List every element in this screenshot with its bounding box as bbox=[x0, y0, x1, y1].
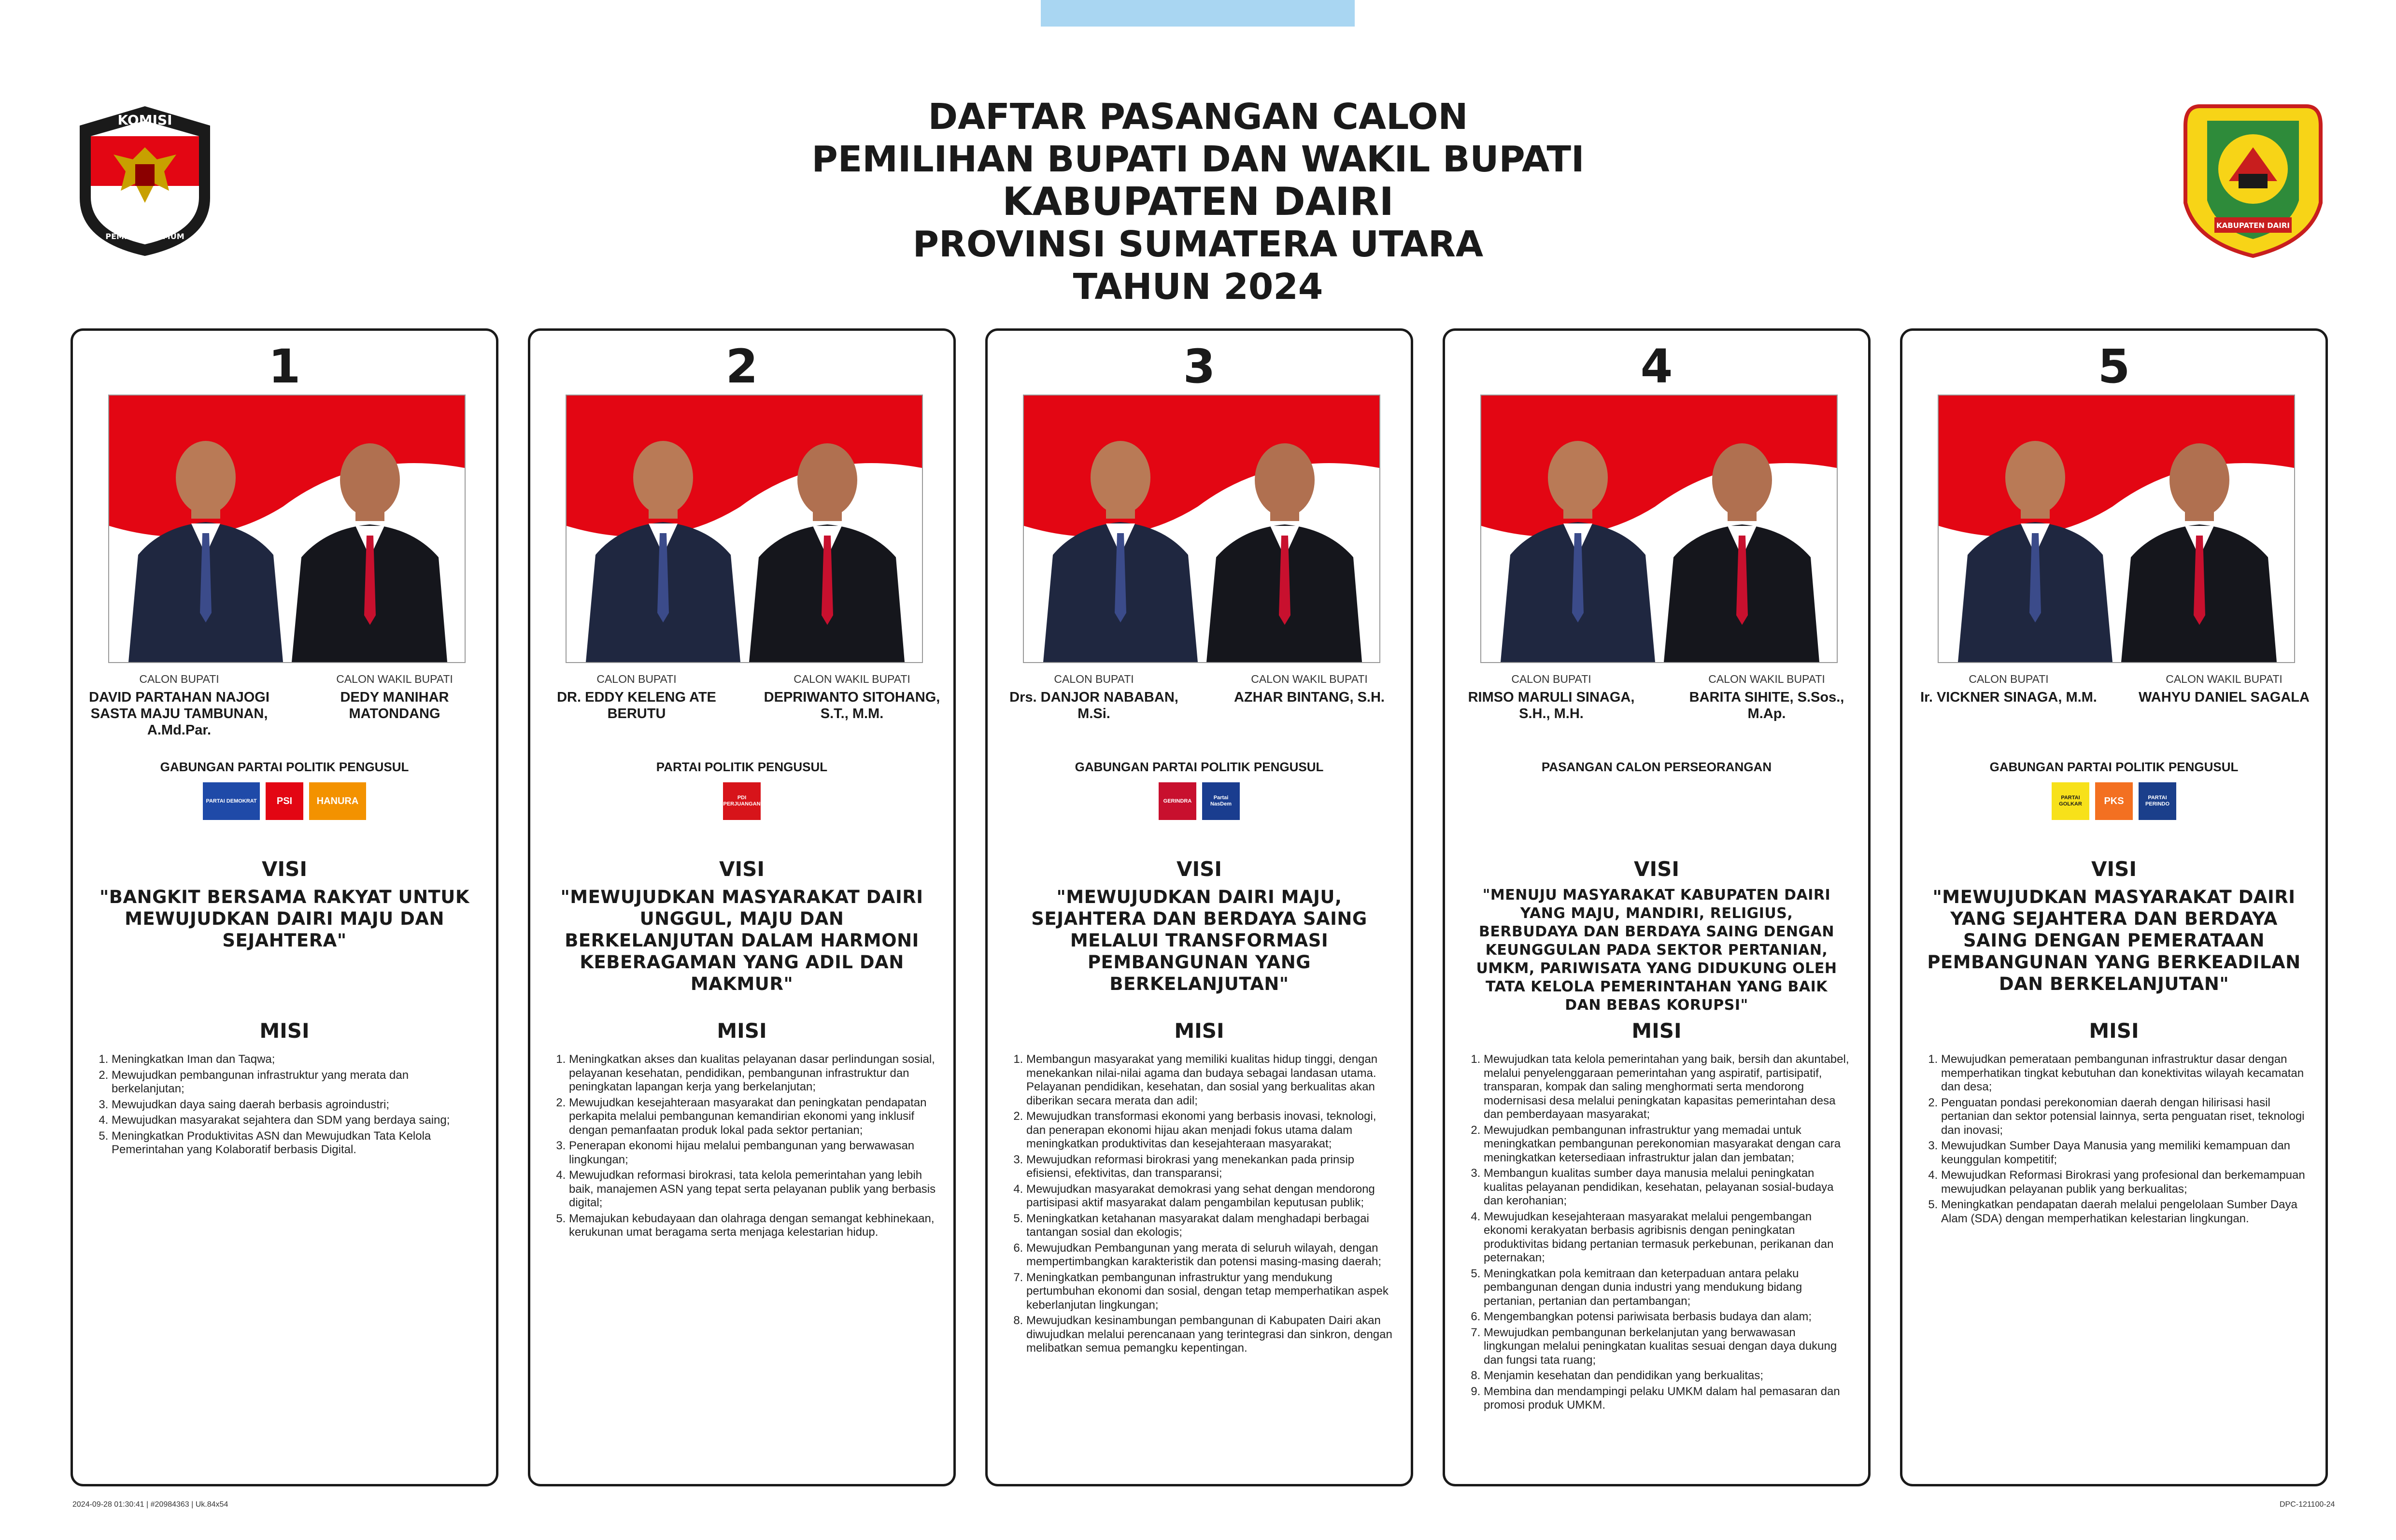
candidate-names bbox=[1912, 689, 2316, 747]
misi-item: 5. Memajukan kebudayaan dan olahraga dengan semangat kebhinekaan, kerukunan umat beragama serta menjaga kelestarian hidup. bbox=[569, 1212, 939, 1240]
candidate-photo bbox=[1938, 395, 2295, 663]
hanura-logo-icon bbox=[309, 782, 366, 820]
misi-item: 6. Mewujudkan Pembangunan yang merata di seluruh wilayah, dengan mempertimbangkan karakteristik dan potensi masing-masing daerah; bbox=[1026, 1242, 1396, 1269]
title-line-2: PEMILIHAN BUPATI DAN WAKIL BUPATI bbox=[811, 139, 1585, 180]
party-logos bbox=[530, 782, 953, 826]
candidate-photo-icon bbox=[109, 396, 465, 662]
candidate-card-1 bbox=[71, 328, 498, 1486]
candidate-photo-icon bbox=[1939, 396, 2294, 662]
dairi-ribbon-text: KABUPATEN DAIRI bbox=[2216, 221, 2290, 230]
misi-heading: MISI bbox=[2089, 1019, 2139, 1043]
misi-item: 1. Mewujudkan pemerataan pembangunan infrastruktur dasar dengan memperhatikan tingkat kebutuhan dan konektivitas wilayah kecamatan dan desa; bbox=[1941, 1053, 2311, 1094]
misi-item: 5. Meningkatkan ketahanan masyarakat dalam menghadapi berbagai tantangan sosial dan ekologis; bbox=[1026, 1212, 1396, 1240]
visi-heading: VISI bbox=[719, 857, 765, 881]
misi-item: 1. Mewujudkan tata kelola pemerintahan yang baik, bersih dan akuntabel, melalui penyelenggaraan pemerintahan yang aspiratif, partisipatif, transparan, kompak dan saling menghormati serta mendorong modernisasi desa melalui peningkatan kapasitas pemerintahan desa dan pemberdayaan masyarakat; bbox=[1484, 1053, 1854, 1122]
party-logos bbox=[73, 782, 496, 826]
misi-item: 3. Mewujudkan reformasi birokrasi yang menekankan pada prinsip efisiensi, efektivitas, dan transparansi; bbox=[1026, 1153, 1396, 1181]
document-code: DPC-121100-24 bbox=[2280, 1500, 2335, 1509]
party-label: PARTAI DEMOKRAT bbox=[206, 798, 257, 804]
perindo-logo-icon bbox=[2139, 782, 2176, 820]
misi-item: 4. Mewujudkan reformasi birokrasi, tata kelola pemerintahan yang lebih baik, manajemen ASN yang tepat serta pelayanan publik yang berbasis digital; bbox=[569, 1169, 939, 1210]
party-label: PARTAI GOLKAR bbox=[2059, 795, 2082, 807]
candidate-photo bbox=[1480, 395, 1838, 663]
misi-list bbox=[1463, 1053, 1854, 1414]
kpu-logo bbox=[72, 101, 217, 261]
misi-item: 1. Meningkatkan Iman dan Taqwa; bbox=[112, 1053, 482, 1067]
misi-item: 2. Mewujudkan kesejahteraan masyarakat dan peningkatan pendapatan perkapita melalui pembangunan kemandirian ekonomi yang inklusif dengan pemanfaatan produk lokal pada sektor pertanian; bbox=[569, 1096, 939, 1138]
candidate-number: 4 bbox=[1640, 339, 1673, 394]
candidate-roles bbox=[1455, 673, 1858, 686]
candidate-card-2 bbox=[528, 328, 956, 1486]
nasdem-logo-icon bbox=[1202, 782, 1240, 820]
visi-heading: VISI bbox=[1176, 857, 1222, 881]
misi-heading: MISI bbox=[717, 1019, 767, 1043]
candidate-roles bbox=[1912, 673, 2316, 686]
golkar-logo-icon bbox=[2052, 782, 2089, 820]
misi-list bbox=[1006, 1053, 1396, 1357]
misi-item: 4. Mewujudkan masyarakat demokrasi yang sehat dengan mendorong partisipasi aktif masyarakat dalam pengambilan keputusan publik; bbox=[1026, 1183, 1396, 1210]
visi-heading: VISI bbox=[261, 857, 307, 881]
wakil-name: BARITA SIHITE, S.Sos., M.Ap. bbox=[1689, 690, 1844, 721]
print-info: 2024-09-28 01:30:41 | #20984363 | Uk.84x54 bbox=[72, 1500, 228, 1509]
calon-bupati-label: CALON BUPATI bbox=[139, 673, 219, 685]
kabupaten-dairi-emblem-icon bbox=[2181, 97, 2325, 261]
candidate-roles bbox=[540, 673, 944, 686]
wakil-name: WAHYU DANIEL SAGALA bbox=[2139, 690, 2310, 705]
misi-item: 7. Mewujudkan pembangunan berkelanjutan yang berwawasan lingkungan melalui peningkatan kualitas sesuai dengan daya dukung dan fungsi tata ruang; bbox=[1484, 1326, 1854, 1368]
misi-item: 4. Mewujudkan kesejahteraan masyarakat melalui pengembangan ekonomi kerakyatan berbasis agribisnis dengan peningkatan produktivitas bidang pertanian termasuk perkebunan, perikanan dan peternakan; bbox=[1484, 1210, 1854, 1265]
misi-item: 7. Meningkatkan pembangunan infrastruktur yang mendukung pertumbuhan ekonomi dan sosial, dengan tetap memperhatikan aspek keberlanjutan lingkungan; bbox=[1026, 1271, 1396, 1313]
misi-item: 8. Mewujudkan kesinambungan pembangunan di Kabupaten Dairi akan diwujudkan melalui perencanaan yang terintegrasi dan sinkron, dengan melibatkan semua pemangku kepentingan. bbox=[1026, 1314, 1396, 1356]
misi-item: 2. Penguatan pondasi perekonomian daerah dengan hilirisasi hasil pertanian dan sektor potensial lainnya, serta penguatan riset, teknologi dan inovasi; bbox=[1941, 1096, 2311, 1138]
title-line-1: DAFTAR PASANGAN CALON bbox=[928, 96, 1468, 138]
party-label: PARTAI PERINDO bbox=[2145, 795, 2170, 807]
misi-item: 4. Mewujudkan masyarakat sejahtera dan SDM yang berdaya saing; bbox=[112, 1114, 482, 1128]
candidate-photo bbox=[1023, 395, 1380, 663]
candidate-card-3 bbox=[985, 328, 1413, 1486]
title-line-5: TAHUN 2024 bbox=[1073, 266, 1323, 308]
kpu-top-text: KOMISI bbox=[117, 112, 172, 128]
bupati-name: DAVID PARTAHAN NAJOGI SASTA MAJU TAMBUNAN, A.Md.Par. bbox=[89, 690, 269, 738]
visi-text: "BANGKIT BERSAMA RAKYAT UNTUK MEWUJUDKAN DAIRI MAJU DAN SEJAHTERA" bbox=[99, 887, 469, 951]
coalition-label: PASANGAN CALON PERSEORANGAN bbox=[1541, 760, 1772, 774]
candidate-names bbox=[540, 689, 944, 747]
calon-bupati-label: CALON BUPATI bbox=[1969, 673, 2049, 685]
title-line-3: KABUPATEN DAIRI bbox=[1002, 179, 1394, 224]
candidate-roles bbox=[83, 673, 486, 686]
misi-item: 5. Meningkatkan pendapatan daerah melalui pengelolaan Sumber Daya Alam (SDA) dengan memperhatikan kelestarian lingkungan. bbox=[1941, 1198, 2311, 1226]
candidate-photo bbox=[108, 395, 466, 663]
misi-item: 8. Menjamin kesehatan dan pendidikan yang berkualitas; bbox=[1484, 1369, 1854, 1383]
title-line-4: PROVINSI SUMATERA UTARA bbox=[912, 224, 1484, 265]
bupati-name: Ir. VICKNER SINAGA, M.M. bbox=[1920, 690, 2097, 705]
bupati-name: DR. EDDY KELENG ATE BERUTU bbox=[557, 690, 716, 721]
party-label: PSI bbox=[276, 795, 293, 806]
misi-item: 3. Mewujudkan Sumber Daya Manusia yang memiliki kemampuan dan keunggulan kompetitif; bbox=[1941, 1139, 2311, 1167]
misi-item: 3. Membangun kualitas sumber daya manusia melalui peningkatan kualitas pelayanan pendidikan, kesehatan, pelayanan sosial-budaya dan kerohanian; bbox=[1484, 1167, 1854, 1208]
candidate-photo bbox=[566, 395, 923, 663]
party-logos bbox=[1445, 782, 1868, 826]
party-logos bbox=[1902, 782, 2325, 826]
kpu-bottom-text: PEMILIHAN UMUM bbox=[105, 232, 184, 241]
misi-heading: MISI bbox=[1174, 1019, 1224, 1043]
visi-text: "MENUJU MASYARAKAT KABUPATEN DAIRI YANG MAJU, MANDIRI, RELIGIUS, BERBUDAYA DAN BERDAYA SAING DENGAN KEUNGGULAN PADA SEKTOR PERTANIAN, UMKM, PARIWISATA YANG DIDUKUNG OLEH TATA KELOLA PEMERINTAHAN YANG BAIK DAN BEBAS KORUPSI" bbox=[1476, 887, 1837, 1014]
misi-item: 1. Membangun masyarakat yang memiliki kualitas hidup tinggi, dengan menekankan nilai-nilai agama dan budaya sebagai landasan utama. Pelayanan pendidikan, kesehatan, dan sosial yang berkualitas akan diberikan secara merata dan adil; bbox=[1026, 1053, 1396, 1108]
visi-text: "MEWUJUDKAN MASYARAKAT DAIRI YANG SEJAHTERA DAN BERDAYA SAING DENGAN PEMERATAAN PEMBANGUNAN YANG BERKEADILAN DAN BERKELANJUTAN" bbox=[1927, 887, 2301, 994]
candidate-roles bbox=[997, 673, 1401, 686]
party-label: Partai NasDem bbox=[1210, 795, 1232, 807]
party-logos bbox=[988, 782, 1411, 826]
wakil-name: AZHAR BINTANG, S.H. bbox=[1233, 690, 1385, 705]
misi-list bbox=[549, 1053, 939, 1242]
misi-item: 5. Meningkatkan Produktivitas ASN dan Mewujudkan Tata Kelola Pemerintahan yang Kolaboratif berbasis Digital. bbox=[112, 1130, 482, 1157]
bupati-name: Drs. DANJOR NABABAN, M.Si. bbox=[1009, 690, 1178, 721]
party-label: HANURA bbox=[316, 795, 359, 806]
party-label: PKS bbox=[2104, 795, 2124, 806]
dairi-logo bbox=[2181, 97, 2325, 261]
candidate-names bbox=[997, 689, 1401, 747]
candidate-number: 5 bbox=[2098, 339, 2130, 394]
coalition-label: GABUNGAN PARTAI POLITIK PENGUSUL bbox=[1989, 760, 2239, 774]
misi-item: 2. Mewujudkan transformasi ekonomi yang berbasis inovasi, teknologi, dan penerapan ekonomi hijau akan menjadi fokus utama dalam meningkatkan produktivitas dan kesejahteraan masyarakat; bbox=[1026, 1110, 1396, 1151]
pks-logo-icon bbox=[2095, 782, 2133, 820]
pdi-perjuangan-logo-icon bbox=[723, 782, 761, 820]
calon-bupati-label: CALON BUPATI bbox=[1054, 673, 1134, 685]
visi-heading: VISI bbox=[1633, 857, 1679, 881]
candidate-names bbox=[1455, 689, 1858, 747]
page-title bbox=[531, 96, 1865, 308]
candidate-card-5 bbox=[1900, 328, 2328, 1486]
misi-item: 5. Meningkatkan pola kemitraan dan keterpaduan antara pelaku pembangunan dengan dunia industri yang mendukung bidang pertanian, pertanian dan pertambangan; bbox=[1484, 1267, 1854, 1309]
party-label: GERINDRA bbox=[1163, 798, 1192, 804]
misi-item: 4. Mewujudkan Reformasi Birokrasi yang profesional dan berkemampuan mewujudkan pelayanan publik yang berkualitas; bbox=[1941, 1169, 2311, 1196]
misi-heading: MISI bbox=[1631, 1019, 1682, 1043]
calon-wakil-label: CALON WAKIL BUPATI bbox=[2166, 673, 2283, 685]
candidate-number: 2 bbox=[725, 339, 758, 394]
calon-bupati-label: CALON BUPATI bbox=[1511, 673, 1591, 685]
misi-heading: MISI bbox=[259, 1019, 310, 1043]
party-label: PDI PERJUANGAN bbox=[723, 795, 761, 807]
top-color-strip bbox=[1041, 0, 1355, 27]
coalition-label: GABUNGAN PARTAI POLITIK PENGUSUL bbox=[1075, 760, 1324, 774]
wakil-name: DEDY MANIHAR MATONDANG bbox=[340, 690, 449, 721]
misi-item: 9. Membina dan mendampingi pelaku UMKM dalam hal pemasaran dan promosi produk UMKM. bbox=[1484, 1385, 1854, 1413]
misi-list bbox=[91, 1053, 482, 1159]
visi-text: "MEWUJUDKAN DAIRI MAJU, SEJAHTERA DAN BERDAYA SAING MELALUI TRANSFORMASI PEMBANGUNAN YANG BERKELANJUTAN" bbox=[1031, 887, 1367, 994]
calon-wakil-label: CALON WAKIL BUPATI bbox=[1708, 673, 1825, 685]
misi-item: 3. Mewujudkan daya saing daerah berbasis agroindustri; bbox=[112, 1098, 482, 1112]
coalition-label: PARTAI POLITIK PENGUSUL bbox=[656, 760, 828, 774]
gerindra-logo-icon bbox=[1159, 782, 1196, 820]
calon-wakil-label: CALON WAKIL BUPATI bbox=[1251, 673, 1368, 685]
misi-item: 6. Mengembangkan potensi pariwisata berbasis budaya dan alam; bbox=[1484, 1310, 1854, 1324]
visi-text: "MEWUJUDKAN MASYARAKAT DAIRI UNGGUL, MAJU DAN BERKELANJUTAN DALAM HARMONI KEBERAGAMAN YANG ADIL DAN MAKMUR" bbox=[560, 887, 923, 994]
bupati-name: RIMSO MARULI SINAGA, S.H., M.H. bbox=[1468, 690, 1635, 721]
coalition-label: GABUNGAN PARTAI POLITIK PENGUSUL bbox=[160, 760, 409, 774]
psi-logo-icon bbox=[266, 782, 303, 820]
misi-item: 3. Penerapan ekonomi hijau melalui pembangunan yang berwawasan lingkungan; bbox=[569, 1139, 939, 1167]
misi-list bbox=[1921, 1053, 2311, 1228]
misi-item: 1. Meningkatkan akses dan kualitas pelayanan dasar perlindungan sosial, pelayanan kesehatan, pendidikan, pembangunan infrastruktur dan peningkatan lapangan kerja yang berkelanjutan; bbox=[569, 1053, 939, 1094]
misi-item: 2. Mewujudkan pembangunan infrastruktur yang memadai untuk meningkatkan pembangunan perekonomian masyarakat dengan cara meningkatkan ketersediaan infrastruktur jalan dan jembatan; bbox=[1484, 1124, 1854, 1165]
calon-wakil-label: CALON WAKIL BUPATI bbox=[336, 673, 453, 685]
misi-item: 2. Mewujudkan pembangunan infrastruktur yang merata dan berkelanjutan; bbox=[112, 1069, 482, 1096]
candidate-photo-icon bbox=[1024, 396, 1379, 662]
candidate-photo-icon bbox=[1481, 396, 1837, 662]
wakil-name: DEPRIWANTO SITOHANG, S.T., M.M. bbox=[764, 690, 940, 721]
candidate-photo-icon bbox=[567, 396, 922, 662]
visi-heading: VISI bbox=[2091, 857, 2137, 881]
candidate-card-4 bbox=[1443, 328, 1871, 1486]
calon-bupati-label: CALON BUPATI bbox=[596, 673, 677, 685]
calon-wakil-label: CALON WAKIL BUPATI bbox=[794, 673, 910, 685]
demokrat-logo-icon bbox=[203, 782, 260, 820]
candidate-number: 1 bbox=[268, 339, 301, 394]
candidate-names bbox=[83, 689, 486, 747]
candidate-number: 3 bbox=[1183, 339, 1216, 394]
